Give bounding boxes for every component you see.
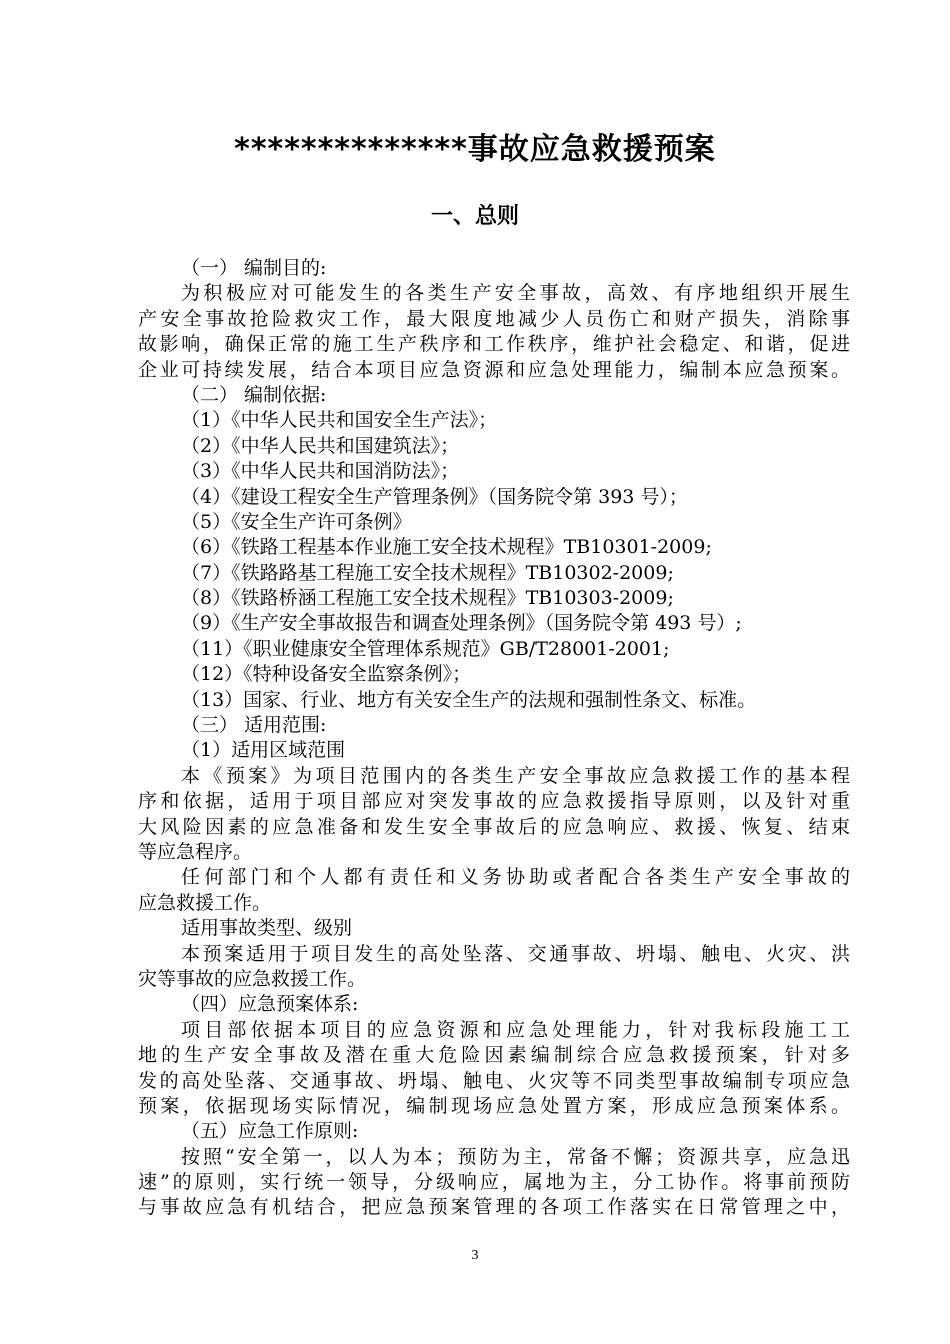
text-line: （6）《铁路工程基本作业施工安全技术规程》TB10301-2009; [181, 536, 712, 559]
text-line: 故影响，确保正常的施工生产秩序和工作秩序，维护社会稳定、和谐，促进 [138, 333, 850, 356]
text-line: （五）应急工作原则: [181, 1120, 359, 1143]
text-line: 大风险因素的应急准备和发生安全事故后的应急响应、救援、恢复、结束 [138, 815, 850, 838]
text-line: （3）《中华人民共和国消防法》； [181, 460, 460, 483]
text-line: （5）《安全生产许可条例》 [181, 510, 412, 533]
text-line: 按照“安全第一，以人为本；预防为主，常备不懈；资源共享，应急迅 [181, 1145, 850, 1168]
text-line: （二） 编制依据: [181, 383, 327, 406]
text-line: 应急救援工作。 [138, 891, 272, 914]
text-line: （一） 编制目的: [181, 257, 327, 279]
text-line: （9）《生产安全事故报告和调查处理条例》（国务院令第 493 号）; [181, 612, 742, 635]
text-line: 灾等事故的应急救援工作。 [138, 967, 367, 990]
text-line: 适用事故类型、级别 [181, 917, 353, 940]
body-text [138, 256, 850, 1221]
text-line: （1）《中华人民共和国安全生产法》； [181, 409, 498, 432]
text-line: 本《预案》为项目范围内的各类生产安全事故应急救援工作的基本程 [181, 764, 850, 787]
text-line: 企业可持续发展，结合本项目应急资源和应急处理能力，编制本应急预案。 [138, 358, 850, 381]
text-line: （13）国家、行业、地方有关安全生产的法规和强制性条文、标准。 [181, 688, 757, 711]
text-line: 项目部依据本项目的应急资源和应急处理能力，针对我标段施工工 [181, 1018, 850, 1041]
text-line: 预案，依据现场实际情况，编制现场应急处置方案，形成应急预案体系。 [138, 1094, 850, 1117]
text-line: 等应急程序。 [138, 840, 253, 863]
text-line: （1）适用区域范围 [181, 739, 346, 762]
text-line: （4）《建设工程安全生产管理条例》（国务院令第 393 号）； [181, 485, 688, 508]
text-line: 产安全事故抢险救灾工作，最大限度地减少人员伤亡和财产损失，消除事 [138, 307, 850, 330]
text-line: 地的生产安全事故及潜在重大危险因素编制综合应急救援预案，针对多 [138, 1044, 850, 1067]
text-line: 与事故应急有机结合，把应急预案管理的各项工作落实在日常管理之中， [138, 1196, 850, 1219]
section-heading: 一、总则 [430, 204, 519, 229]
text-line: （三） 适用范围: [181, 714, 327, 737]
text-line: 任何部门和个人都有责任和义务协助或者配合各类生产安全事故的 [181, 866, 850, 889]
text-line: （2）《中华人民共和国建筑法》； [181, 434, 460, 457]
text-line: （四）应急预案体系: [181, 993, 359, 1016]
page-number: 3 [471, 1248, 479, 1263]
text-line: 速”的原则，实行统一领导，分级响应，属地为主，分工协作。将事前预防 [138, 1171, 850, 1194]
text-line: （7）《铁路路基工程施工安全技术规程》TB10302-2009; [181, 561, 674, 584]
text-line: （8）《铁路桥涵工程施工安全技术规程》TB10303-2009; [181, 587, 674, 610]
text-line: （11）《职业健康安全管理体系规范》GB/T28001-2001; [181, 637, 670, 660]
text-line: 本预案适用于项目发生的高处坠落、交通事故、坍塌、触电、火灾、洪 [181, 942, 850, 965]
text-line: 为积极应对可能发生的各类生产安全事故，高效、有序地组织开展生 [181, 282, 850, 305]
document-title: **************事故应急救援预案 [234, 132, 716, 167]
text-line: 发的高处坠落、交通事故、坍塌、触电、火灾等不同类型事故编制专项应急 [138, 1069, 850, 1092]
text-line: （12）《特种设备安全监察条例》； [181, 663, 472, 686]
text-line: 序和依据，适用于项目部应对突发事故的应急救援指导原则，以及针对重 [138, 790, 850, 813]
